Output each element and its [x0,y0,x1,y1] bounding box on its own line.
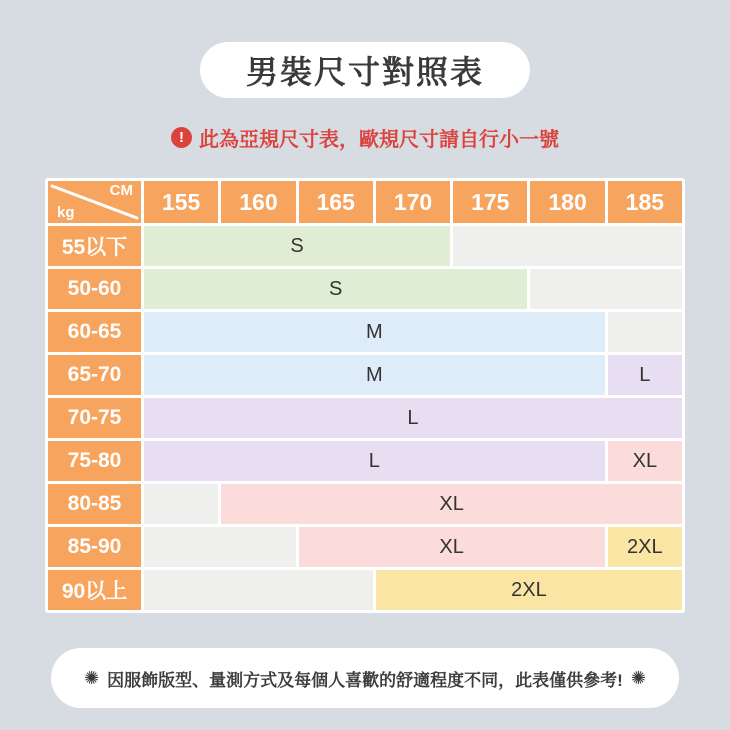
empty-cell [453,226,682,266]
column-header-155: 155 [144,181,218,223]
warning-banner [0,123,730,152]
row-label: 85-90 [48,527,141,567]
empty-cell [530,269,682,309]
row-label: 90以上 [48,570,141,610]
size-cell-l: L [144,441,605,481]
row-label: 50-60 [48,269,141,309]
size-cell-xl: XL [299,527,605,567]
size-cell-s: S [144,269,527,309]
column-header-175: 175 [453,181,527,223]
size-cell-l: L [144,398,682,438]
footer-note-pill [51,648,679,708]
row-label: 65-70 [48,355,141,395]
corner-cm-label: CM [109,182,133,199]
size-table [45,178,685,613]
size-cell-m: M [144,312,605,352]
alert-icon: ! [171,127,192,148]
row-label: 80-85 [48,484,141,524]
corner-kg-label: kg [57,204,75,221]
sunburst-icon-left: ✺ [84,668,100,688]
column-header-170: 170 [376,181,450,223]
column-header-160: 160 [221,181,295,223]
row-label: 60-65 [48,312,141,352]
size-cell-s: S [144,226,450,266]
page-title: 男裝尺寸對照表 [245,54,485,90]
warning-text: 此為亞規尺寸表，歐規尺寸請自行小一號 [199,129,559,151]
page-title-pill [200,42,530,98]
size-cell-2xl: 2XL [608,527,682,567]
size-cell-l: L [608,355,682,395]
empty-cell [144,527,296,567]
column-header-185: 185 [608,181,682,223]
size-cell-2xl: 2XL [376,570,682,610]
row-label: 75-80 [48,441,141,481]
sunburst-icon-right: ✺ [630,668,646,688]
column-header-165: 165 [299,181,373,223]
size-cell-xl: XL [221,484,682,524]
footer-note-text: 因服飾版型、量測方式及每個人喜歡的舒適程度不同，此表僅供參考! [107,670,623,690]
empty-cell [144,570,373,610]
size-cell-m: M [144,355,605,395]
row-label: 55以下 [48,226,141,266]
row-label: 70-75 [48,398,141,438]
size-cell-xl: XL [608,441,682,481]
empty-cell [144,484,218,524]
column-header-180: 180 [530,181,604,223]
table-corner-cell [48,181,141,223]
empty-cell [608,312,682,352]
